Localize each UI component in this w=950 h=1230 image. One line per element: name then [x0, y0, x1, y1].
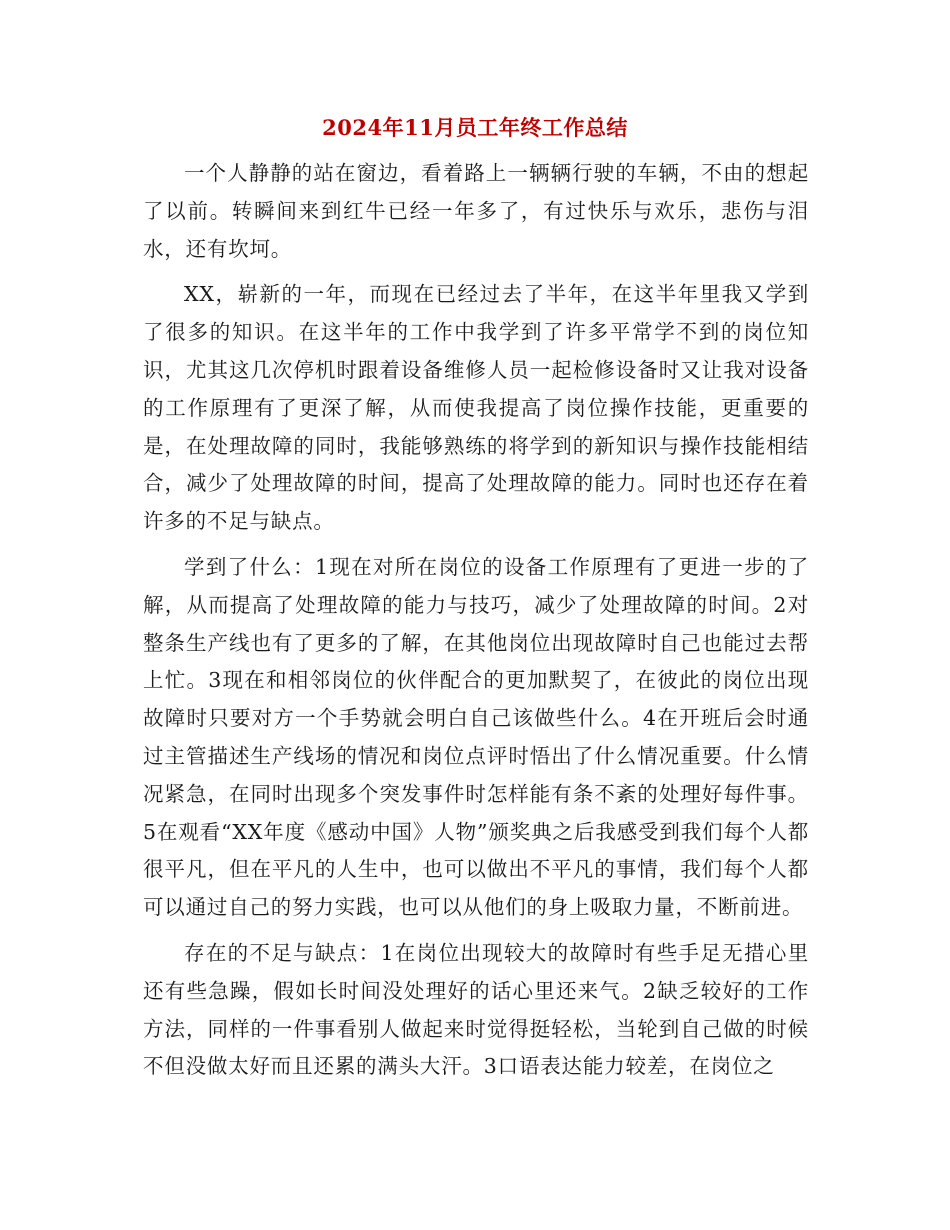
paragraph-learned: 学到了什么：1现在对所在岗位的设备工作原理有了更进一步的了解，从而提高了处理故障的能力与技巧，减少了处理故障的时间。2对整条生产线也有了更多的了解，在其他岗位出现故障时自己也能过去帮上忙。3现在和相邻岗位的伙伴配合的更加默契了，在彼此的岗位出现故障时只要对方一个手势就会明白自己该做些什么。4在开班后会时通过主管描述生产线场的情况和岗位点评时悟出了什么情况重要。什么情况紧急，在同时出现多个突发事件时怎样能有条不紊的处理好每件事。5在观看“XX年度《感动中国》人物”颁奖典之后我感受到我们每个人都很平凡，但在平凡的人生中，也可以做出不平凡的事情，我们每个人都可以通过自己的努力实践，也可以从他们的身上吸取力量，不断前进。 [143, 554, 809, 920]
document-body [143, 155, 809, 1094]
paragraph-intro: 一个人静静的站在窗边，看着路上一辆辆行驶的车辆，不由的想起了以前。转瞬间来到红牛已经一年多了，有过快乐与欢乐，悲伤与泪水，还有坎坷。 [143, 161, 809, 261]
paragraph-shortcomings: 存在的不足与缺点：1在岗位出现较大的故障时有些手足无措心里还有些急躁，假如长时间没处理好的话心里还来气。2缺乏较好的工作方法，同样的一件事看别人做起来时觉得挺轻松，当轮到自己做的时候不但没做太好而且还累的满头大汗。3口语表达能力较差，在岗位之 [143, 940, 809, 1079]
document-title: 2024年11月员工年终工作总结 [322, 115, 628, 140]
paragraph-overview: XX，崭新的一年，而现在已经过去了半年，在这半年里我又学到了很多的知识。在这半年的工作中我学到了许多平常学不到的岗位知识，尤其这几次停机时跟着设备维修人员一起检修设备时又让我对设备的工作原理有了更深了解，从而使我提高了岗位操作技能，更重要的是，在处理故障的同时，我能够熟练的将学到的新知识与操作技能相结合，减少了处理故障的时间，提高了处理故障的能力。同时也还存在着许多的不足与缺点。 [143, 282, 809, 534]
